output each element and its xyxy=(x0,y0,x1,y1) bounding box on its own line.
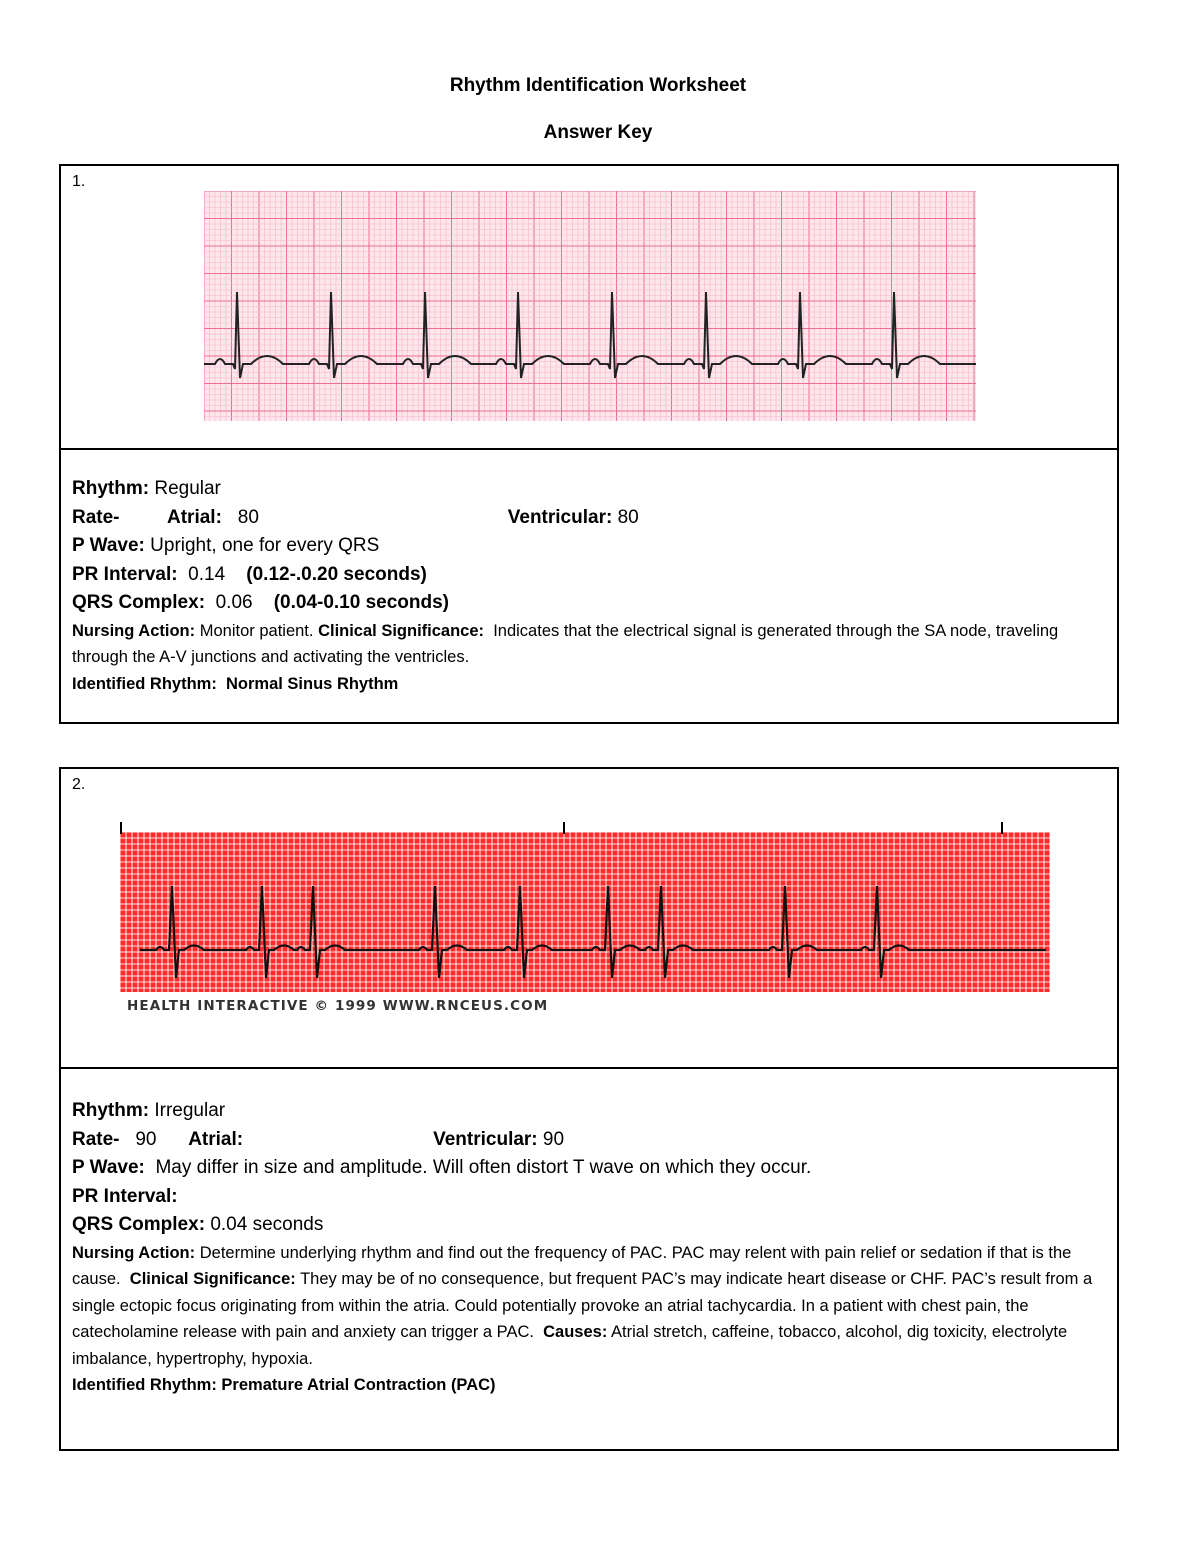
identified-line: Identified Rhythm: Normal Sinus Rhythm xyxy=(72,674,399,693)
qrs-line: QRS Complex: 0.04 seconds xyxy=(72,1214,324,1235)
qrs-line: QRS Complex: 0.06 (0.04-0.10 seconds) xyxy=(72,592,450,613)
ecg-strip-2 xyxy=(120,822,1050,992)
divider xyxy=(61,448,1117,450)
rate-line: Rate- Atrial: 80 Ventricular: 80 xyxy=(72,506,639,528)
nursing-paragraph: Nursing Action: Determine underlying rhythm and find out the frequency of PAC. PAC may relent with pain relief or sedation if that is the cause. Clinical Significance: They may be of no consequence, but frequent PAC’s may indicate heart disease or CHF. PAC’s result from a single ectopic focus originating from within the atria. Could potentially provoke an atrial tachycardia. In a patient with chest pain, the catecholamine release with pain and anxiety can trigger a PAC. Causes: Atrial stretch, caffeine, tobacco, alcohol, dig toxicity, electrolyte imbalance, hypertrophy, hypoxia. xyxy=(72,1243,1093,1368)
pwave-line: P Wave: May differ in size and amplitude. Will often distort T wave on which they occur. xyxy=(72,1157,812,1178)
question-1-box xyxy=(59,164,1119,724)
rhythm-line: Rhythm: Regular xyxy=(72,478,221,499)
question-number: 2. xyxy=(72,776,86,793)
ecg-strip-1 xyxy=(204,191,976,421)
question-number: 1. xyxy=(72,173,86,190)
rate-line: Rate- 90 Atrial: Ventricular: 90 xyxy=(72,1128,565,1150)
question-2-box xyxy=(59,767,1119,1451)
page-title: Rhythm Identification Worksheet xyxy=(449,75,747,96)
rhythm-line: Rhythm: Irregular xyxy=(72,1100,226,1121)
identified-line: Identified Rhythm: Premature Atrial Contraction (PAC) xyxy=(72,1376,496,1394)
pwave-line: P Wave: Upright, one for every QRS xyxy=(72,535,380,556)
answer-details-2 xyxy=(72,1097,1105,1399)
divider xyxy=(61,1067,1117,1069)
answer-details-1 xyxy=(72,475,1105,697)
page-subtitle: Answer Key xyxy=(543,122,653,143)
pr-line: PR Interval: 0.14 (0.12-.0.20 seconds) xyxy=(72,563,427,585)
nursing-paragraph: Nursing Action: Monitor patient. Clinical Significance: Indicates that the electrical signal is generated through the SA node, traveling through the A-V junctions and activating the ventricles. xyxy=(72,621,1059,666)
pr-line: PR Interval: xyxy=(72,1185,178,1207)
strip-caption: HEALTH INTERACTIVE © 1999 WWW.RNCEUS.COM xyxy=(127,998,549,1014)
